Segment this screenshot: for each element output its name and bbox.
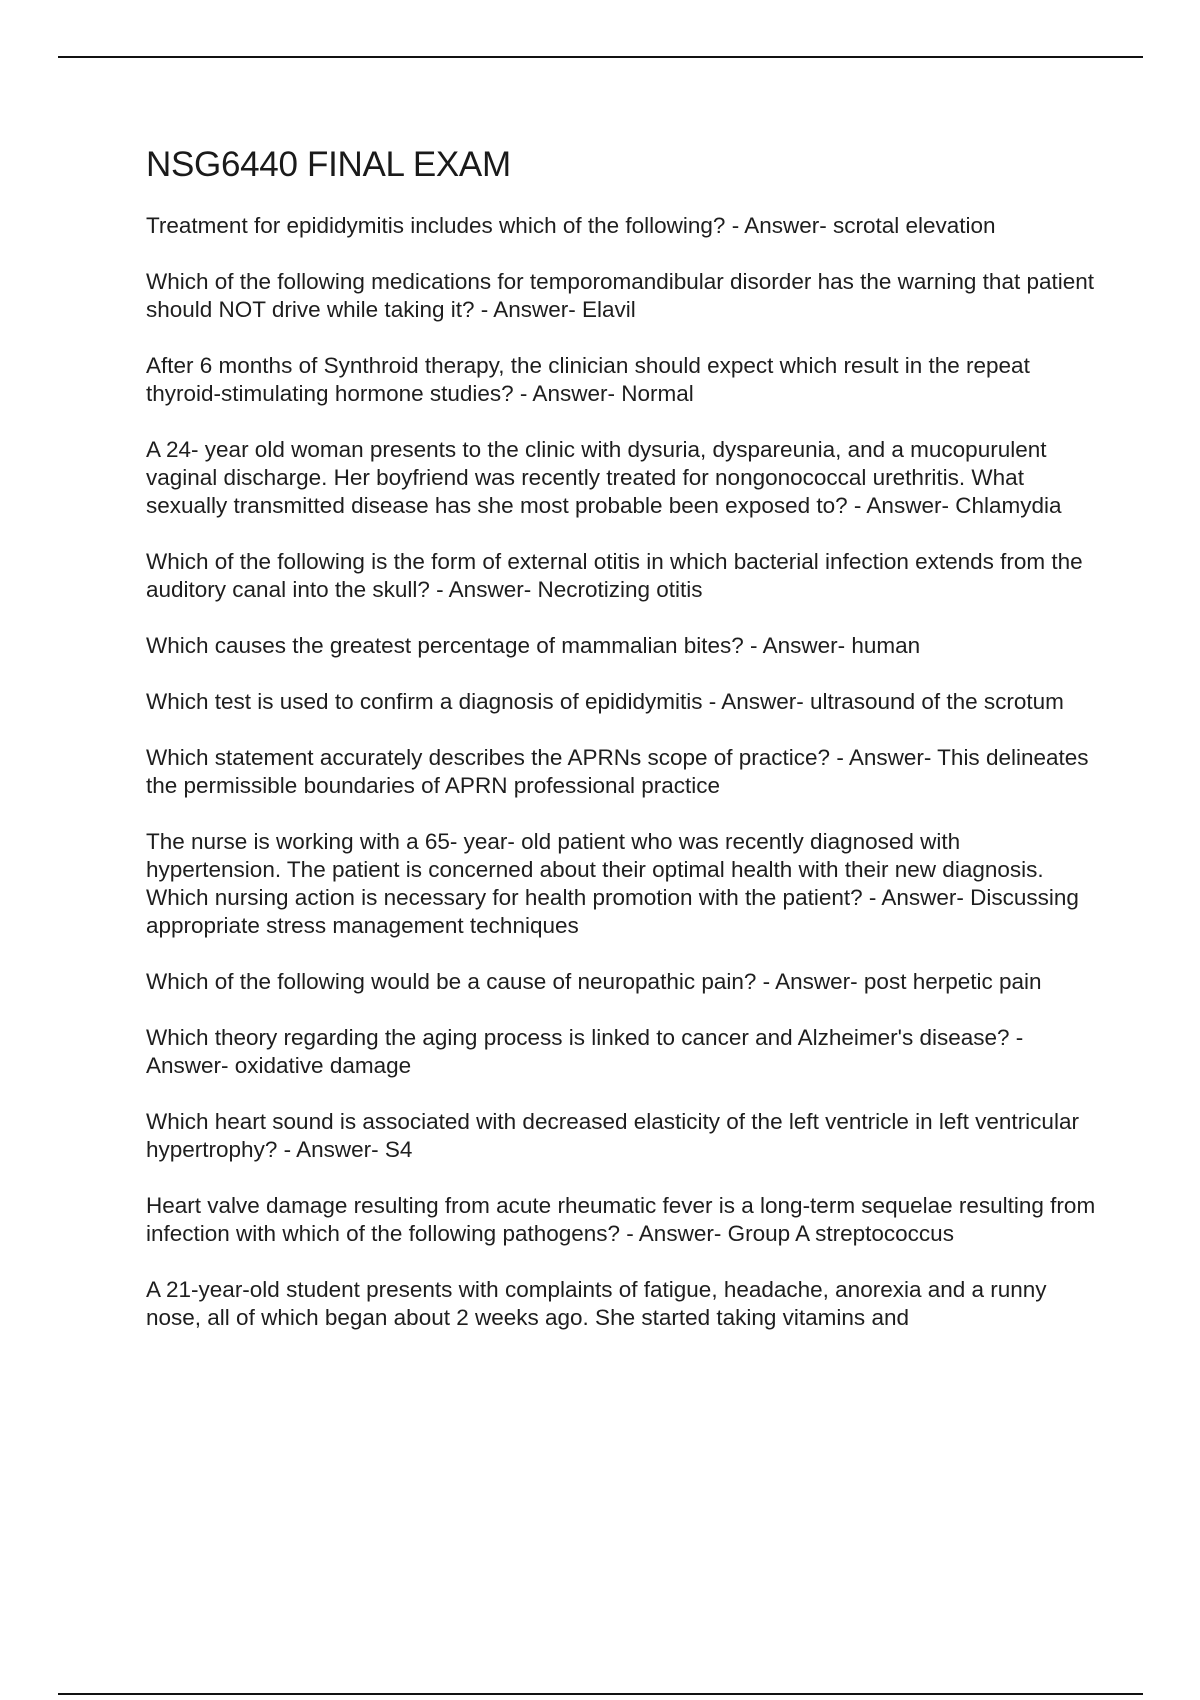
qa-item: The nurse is working with a 65- year- old patient who was recently diagnosed with hypertension. The patient is concerned about their optimal health with their new diagnosis. Which nursing action is necessary for health promotion with the patient? - Answer- Discussing appropriate stress management techniques [146, 829, 1079, 938]
qa-item: Treatment for epididymitis includes which of the following? - Answer- scrotal elevation [146, 213, 996, 238]
qa-item: Which theory regarding the aging process is linked to cancer and Alzheimer's disease? - Answer- oxidative damage [146, 1025, 1024, 1078]
qa-item: Heart valve damage resulting from acute rheumatic fever is a long-term sequelae resulting from infection with which of the following pathogens? - Answer- Group A streptococcus [146, 1193, 1096, 1246]
qa-item: Which test is used to confirm a diagnosis of epididymitis - Answer- ultrasound of the scrotum [146, 689, 1064, 714]
document-body [146, 142, 1096, 1360]
qa-item: Which of the following would be a cause of neuropathic pain? - Answer- post herpetic pain [146, 969, 1042, 994]
qa-item: A 21-year-old student presents with complaints of fatigue, headache, anorexia and a runny nose, all of which began about 2 weeks ago. She started taking vitamins and [146, 1277, 1047, 1330]
qa-item: Which of the following is the form of external otitis in which bacterial infection extends from the auditory canal into the skull? - Answer- Necrotizing otitis [146, 549, 1083, 602]
qa-item: After 6 months of Synthroid therapy, the clinician should expect which result in the repeat thyroid-stimulating hormone studies? - Answer- Normal [146, 353, 1030, 406]
qa-item: Which of the following medications for temporomandibular disorder has the warning that patient should NOT drive while taking it? - Answer- Elavil [146, 269, 1095, 322]
qa-item: A 24- year old woman presents to the clinic with dysuria, dyspareunia, and a mucopurulent vaginal discharge. Her boyfriend was recently treated for nongonococcal urethritis. What sexually transmitted disease has she most probable been exposed to? - Answer- Chlamydia [146, 437, 1062, 518]
qa-item: Which causes the greatest percentage of mammalian bites? - Answer- human [146, 633, 921, 658]
qa-item: Which heart sound is associated with decreased elasticity of the left ventricle in left ventricular hypertrophy? - Answer- S4 [146, 1109, 1079, 1162]
bottom-divider [58, 1693, 1143, 1695]
top-divider [58, 56, 1143, 58]
document-title: NSG6440 FINAL EXAM [146, 145, 511, 184]
qa-item: Which statement accurately describes the APRNs scope of practice? - Answer- This delineates the permissible boundaries of APRN professional practice [146, 745, 1089, 798]
